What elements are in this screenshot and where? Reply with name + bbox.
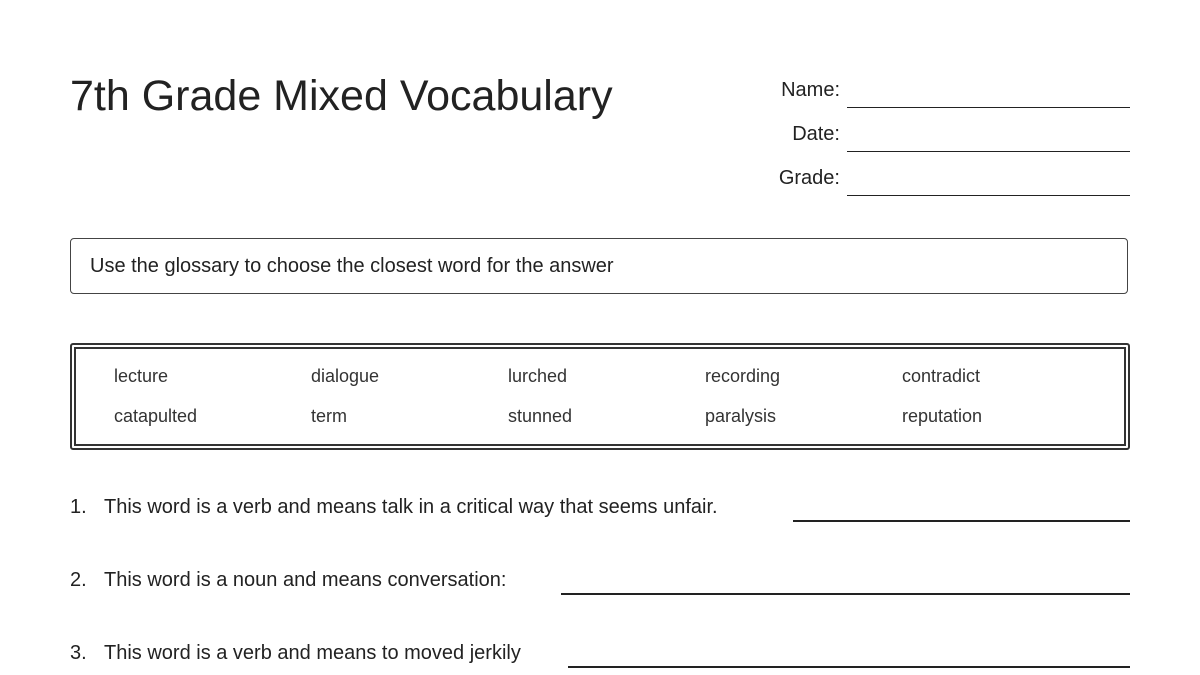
question-number: 3. (70, 642, 87, 664)
glossary-word: reputation (902, 406, 983, 426)
answer-line[interactable] (561, 593, 1130, 595)
worksheet-title: 7th Grade Mixed Vocabulary (70, 72, 613, 120)
grade-line[interactable] (847, 195, 1130, 196)
name-field[interactable] (740, 72, 1130, 108)
question-number: 1. (70, 496, 87, 518)
question-2 (70, 565, 1130, 595)
glossary-word: lecture (114, 366, 169, 386)
instructions-box (70, 238, 1128, 294)
question-text: This word is a noun and means conversation: (104, 569, 507, 591)
glossary-word: dialogue (311, 366, 380, 386)
question-text: This word is a verb and means talk in a critical way that seems unfair. (104, 496, 718, 518)
glossary-word: contradict (902, 366, 981, 386)
date-field[interactable] (740, 116, 1130, 152)
glossary-word: lurched (508, 366, 568, 386)
glossary-word: stunned (508, 406, 573, 426)
grade-field[interactable] (740, 160, 1130, 196)
question-1 (70, 492, 1130, 522)
grade-label: Grade: (778, 167, 840, 189)
answer-line[interactable] (568, 666, 1130, 668)
glossary-word: paralysis (705, 406, 777, 426)
glossary-word: recording (705, 366, 781, 386)
glossary-word: catapulted (114, 406, 198, 426)
name-line[interactable] (847, 107, 1130, 108)
glossary-word: term (311, 406, 347, 426)
question-text: This word is a verb and means to moved jerkily (104, 642, 521, 664)
question-number: 2. (70, 569, 87, 591)
glossary-box (70, 343, 1130, 450)
date-label: Date: (792, 123, 840, 145)
question-3 (70, 638, 1130, 668)
date-line[interactable] (847, 151, 1130, 152)
answer-line[interactable] (793, 520, 1130, 522)
name-label: Name: (781, 79, 840, 101)
instructions-text: Use the glossary to choose the closest word for the answer (90, 255, 614, 277)
